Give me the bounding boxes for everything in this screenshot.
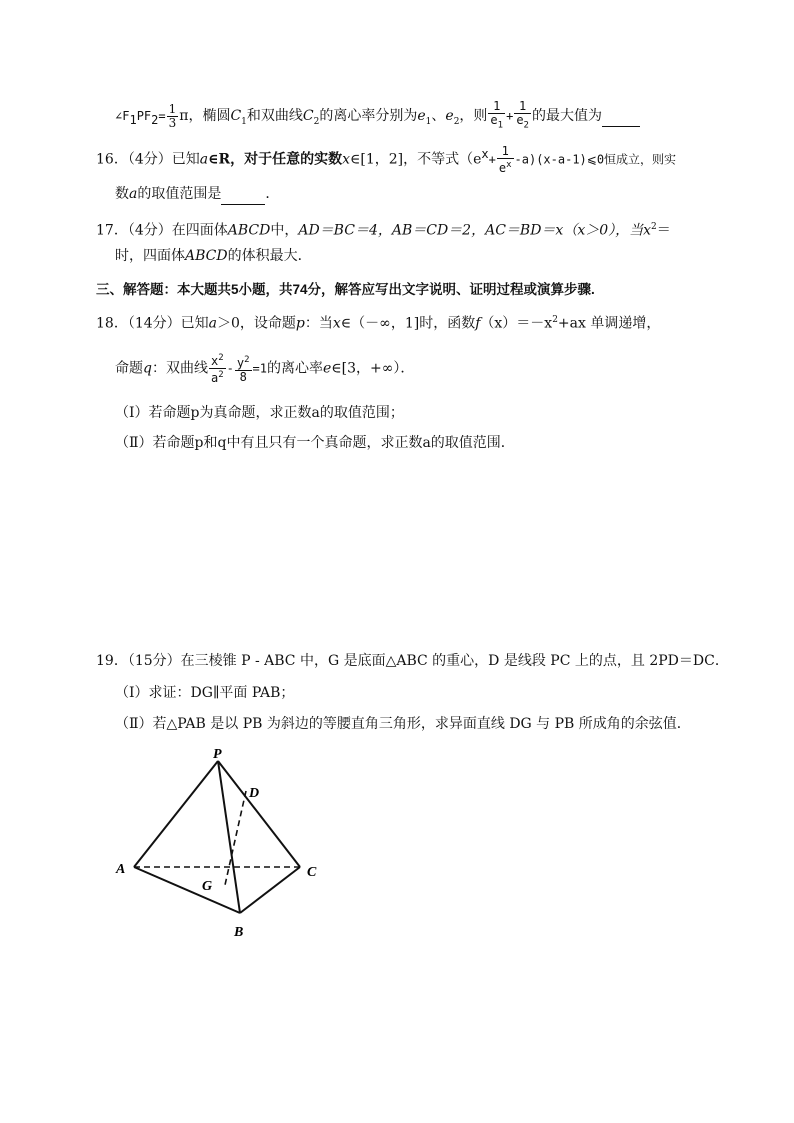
- q15-tail-line: [115, 100, 640, 132]
- var-q: q: [143, 360, 152, 377]
- var-f: f: [475, 315, 481, 332]
- e1: e: [417, 108, 426, 125]
- q19-sub2: （Ⅱ）若△PAB 是以 PB 为斜边的等腰直角三角形，求异面直线 DG 与 PB 所成角的余弦值．: [115, 716, 691, 732]
- den-e: e: [490, 113, 498, 127]
- den-sub: 1: [497, 120, 504, 131]
- q17-line2: [115, 246, 312, 266]
- num-y: y: [236, 355, 245, 370]
- text: ，椭圆: [188, 108, 231, 125]
- eq: ＝: [656, 222, 671, 239]
- text: 和双曲线: [246, 108, 303, 125]
- text: 中，: [270, 222, 299, 239]
- fraction-y2-8: [235, 354, 252, 384]
- edge-bc: [240, 867, 300, 913]
- var-a: a: [208, 315, 217, 332]
- c2-sub: 2: [313, 117, 320, 127]
- label-c: C: [307, 865, 317, 880]
- q16-line1: [96, 144, 676, 175]
- var-x: x: [342, 151, 350, 168]
- eq-one: =1: [252, 361, 267, 376]
- text: ∈[3，+∞）．: [331, 360, 415, 377]
- fraction-1-e1: [488, 100, 505, 132]
- label-b: B: [234, 925, 244, 940]
- text: ∈R，对于任意的实数: [208, 151, 343, 168]
- fraction-one-third: [167, 103, 179, 130]
- sub-2: 2: [151, 113, 159, 127]
- fraction-1-e2: [514, 100, 531, 132]
- text: ：双曲线: [151, 360, 208, 377]
- pf-text: PF: [136, 109, 152, 124]
- abcd: ABCD: [227, 222, 271, 239]
- text: 的离心率: [266, 360, 323, 377]
- text: ∈[1，2]，不等式（e: [350, 151, 482, 168]
- text: 时，四面体: [115, 248, 185, 264]
- plus: +: [506, 109, 514, 124]
- var-e: e: [322, 360, 332, 377]
- fraction-x2-a2: [209, 352, 226, 385]
- q18-line2: [115, 352, 414, 385]
- pyramid-figure: [110, 745, 350, 955]
- frac-num: [235, 354, 252, 371]
- frac-den: [488, 114, 505, 132]
- frac-den: [497, 159, 514, 175]
- section-heading: 三、解答题：本大题共5小题，共74分，解答应写出文字说明、证明过程或演算步骤.: [96, 282, 595, 297]
- den-e: e: [498, 160, 507, 175]
- abcd: ABCD: [185, 248, 228, 264]
- text: 的最大值为: [531, 108, 602, 125]
- sep: 、: [431, 108, 446, 125]
- label-p: P: [213, 747, 222, 762]
- var-p: p: [295, 315, 305, 332]
- plus: +: [488, 152, 496, 167]
- answer-blank: [221, 184, 265, 205]
- den-e: e: [516, 113, 524, 127]
- frac-num: 1: [168, 101, 177, 116]
- var-a: a: [199, 151, 209, 168]
- q18-sub1: （Ⅰ）若命题p为真命题，求正数a的取值范围；: [115, 405, 404, 421]
- label-a: A: [116, 862, 126, 877]
- text: 的体积最大．: [227, 248, 312, 264]
- edge-ab: [134, 867, 240, 913]
- q19-line1: 19．（15分）在三棱锥 P - ABC 中，G 是底面△ABC 的重心，D 是线段 PC 上的点，且 2PD＝DC．: [96, 653, 729, 669]
- text: 18．（14分）已知: [96, 315, 209, 332]
- c1-sub: 1: [241, 117, 247, 127]
- c1: C: [230, 108, 242, 125]
- var-a: a: [129, 186, 138, 202]
- text: 的离心率分别为: [319, 108, 418, 125]
- frac-num: 1: [497, 145, 514, 159]
- text: 的取值范围是: [137, 186, 222, 202]
- text: ＞0，设命题: [217, 315, 296, 332]
- edge-pa: [134, 761, 218, 867]
- q16-line2: [115, 184, 279, 205]
- q16-number: 16．（4分）已知: [96, 151, 200, 168]
- sup-2: 2: [552, 315, 558, 325]
- frac-den: [514, 114, 531, 132]
- sup-x: x: [481, 147, 489, 161]
- sup: 2: [218, 353, 224, 363]
- q17-line1: [96, 217, 671, 241]
- text: 命题: [115, 360, 143, 377]
- frac-num: [209, 352, 226, 369]
- q19-sub1: （Ⅰ）求证：DG∥平面 PAB；: [115, 685, 295, 701]
- sub-1: 1: [129, 113, 137, 127]
- sup: 2: [218, 370, 224, 380]
- e2-sub: 2: [453, 117, 460, 127]
- text: -a)(x-a-1)⩽0恒成立，则实: [514, 152, 677, 167]
- minus: -: [226, 361, 234, 376]
- text: ∈（－∞，1]时，函数: [340, 315, 476, 332]
- sup-2: 2: [651, 222, 657, 232]
- q18-line1: [96, 310, 660, 334]
- label-d: D: [249, 786, 260, 801]
- den-8: 8: [239, 369, 247, 384]
- frac-num: 1: [514, 100, 531, 114]
- e2: e: [445, 108, 454, 125]
- conditions: AD＝BC＝4，AB＝CD＝2，AC＝BD＝x（x＞0），当: [298, 222, 644, 239]
- frac-num: 1: [488, 100, 505, 114]
- text: +ax 单调递增，: [557, 315, 661, 332]
- text: ．: [265, 186, 280, 202]
- sup: 2: [244, 354, 250, 365]
- angle-symbol: ∠F: [115, 109, 130, 124]
- text: 17．（4分）在四面体: [96, 222, 228, 239]
- eq-sign: =: [158, 109, 166, 124]
- var-x: x: [643, 222, 652, 239]
- e1-sub: 1: [425, 117, 432, 127]
- text: ，则: [459, 108, 488, 125]
- q18-sub2: （Ⅱ）若命题p和q中有且只有一个真命题，求正数a的取值范围．: [115, 435, 515, 451]
- frac-den: 3: [168, 115, 177, 130]
- text: ：当: [304, 315, 333, 332]
- den-a: a: [210, 371, 219, 385]
- var-x: x: [332, 315, 341, 332]
- c2: C: [302, 108, 314, 125]
- num-x: x: [210, 354, 219, 368]
- text: 数: [115, 186, 129, 202]
- answer-blank: [602, 106, 640, 127]
- den-sub: 2: [523, 120, 529, 131]
- den-sup: x: [506, 159, 512, 170]
- fraction-1-ex: [497, 145, 514, 175]
- text: （x）＝－x: [480, 315, 553, 332]
- label-g: G: [202, 879, 213, 894]
- pi-symbol: π: [179, 108, 189, 125]
- frac-den: [209, 369, 226, 385]
